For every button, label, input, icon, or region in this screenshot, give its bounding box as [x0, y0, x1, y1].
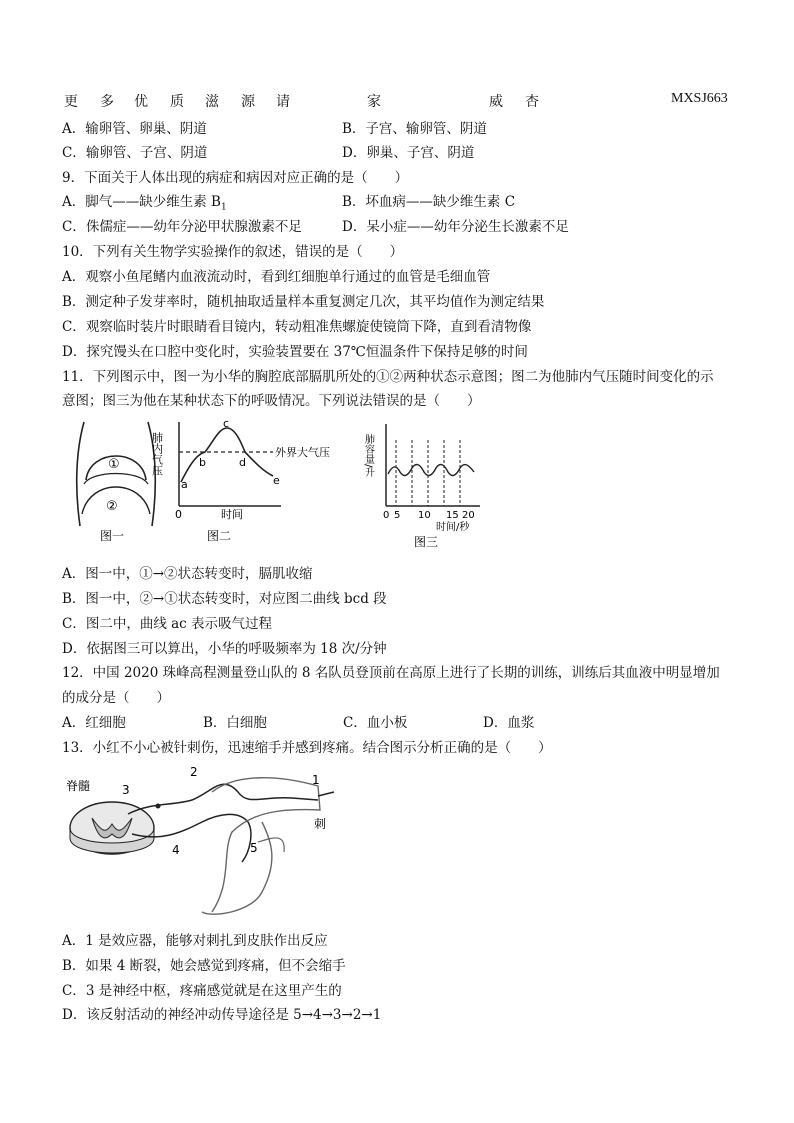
figure-1-diaphragm [70, 418, 162, 546]
q10-option-d: D．探究馒头在口腔中变化时，实验装置要在 37℃恒温条件下保持足够的时间 [62, 344, 528, 360]
q13-option-a: A．1 是效应器，能够对刺扎到皮肤作出反应 [62, 933, 328, 949]
label-2: 2 [190, 765, 198, 779]
q8-option-d: D．卵巢、子宫、阴道 [342, 145, 475, 161]
header-char: 优 [134, 94, 148, 110]
fig3-caption: 图三 [414, 535, 439, 549]
q9-option-c: C．侏儒症——幼年分泌甲状腺激素不足 [62, 219, 302, 235]
q10-option-c: C．观察临时装片时眼睛看目镜内，转动粗准焦螺旋使镜筒下降，直到看清物像 [62, 319, 532, 335]
fig3-tick: 15 [446, 510, 459, 521]
q12-stem-line2: 的成分是（ ） [62, 690, 170, 706]
header-char: 多 [100, 94, 114, 110]
header-char: 家 [367, 94, 381, 110]
fig1-mark-2: ② [106, 499, 118, 514]
label-5: 5 [250, 841, 258, 855]
q12-option-a: A．红细胞 [62, 715, 126, 731]
header-char: 滋 [205, 94, 219, 110]
fig2-point-c: c [223, 417, 230, 430]
q10-option-b: B．测定种子发芽率时，随机抽取适量样本重复测定几次，其平均值作为测定结果 [62, 294, 545, 310]
header-char: 杏 [525, 94, 539, 110]
fig2-xlabel: 时间 [221, 508, 243, 521]
fig3-ylabel: 肺容量/升 [362, 434, 374, 478]
fig2-point-d: d [239, 456, 246, 469]
fig3-tick: 10 [418, 510, 431, 521]
q9-option-d: D．呆小症——幼年分泌生长激素不足 [342, 219, 569, 235]
q12-option-b: B．白细胞 [203, 715, 267, 731]
fig3-tick: 20 [462, 510, 475, 521]
fig1-caption: 图一 [100, 529, 125, 543]
header-char: 质 [170, 94, 184, 110]
label-stab: 刺 [314, 817, 327, 831]
label-3: 3 [122, 783, 130, 797]
fig2-origin: 0 [175, 508, 182, 521]
q11-stem-line1: 11．下列图示中，图一为小华的胸腔底部膈肌所处的①②两种状态示意图；图二为他肺内气压随时间变化的示 [62, 369, 714, 385]
q9-option-b: B．坏血病——缺少维生素 C [342, 194, 516, 210]
q13-option-b: B．如果 4 断裂，她会感觉到疼痛，但不会缩手 [62, 958, 346, 974]
q8-option-c: C．输卵管、子宫、阴道 [62, 145, 208, 161]
q9-stem: 9．下面关于人体出现的病症和病因对应正确的是（ ） [62, 170, 409, 186]
q12-option-d: D．血浆 [483, 715, 535, 731]
q10-stem: 10．下列有关生物学实验操作的叙述，错误的是（ ） [62, 244, 404, 260]
figure-reflex-arc [62, 762, 334, 922]
figure-2-pressure-curve [150, 417, 345, 546]
q12-stem-line1: 12．中国 2020 珠峰高程测量登山队的 8 名队员登顶前在高原上进行了长期的训练，训练后其血液中明显增加 [62, 665, 720, 681]
q11-option-c: C．图二中，曲线 ac 表示吸气过程 [62, 616, 273, 632]
header-char: 更 [64, 94, 78, 110]
fig1-mark-1: ① [108, 457, 120, 472]
header-char: 源 [241, 94, 255, 110]
q13-option-c: C．3 是神经中枢，疼痛感觉就是在这里产生的 [62, 983, 342, 999]
q13-option-d: D．该反射活动的神经冲动传导途径是 5→4→3→2→1 [62, 1007, 382, 1023]
q11-option-a: A．图一中，①→②状态转变时，膈肌收缩 [62, 566, 313, 582]
q8-option-b: B．子宫、输卵管、阴道 [342, 121, 487, 137]
fig2-caption: 图二 [207, 529, 232, 543]
label-4: 4 [172, 843, 180, 857]
q8-option-a: A．输卵管、卵巢、阴道 [62, 121, 207, 137]
header-char: 威 [489, 94, 503, 110]
q13-stem: 13．小红不小心被针刺伤，迅速缩手并感到疼痛。结合图示分析正确的是（ ） [62, 740, 552, 756]
doc-code: MXSJ663 [671, 91, 728, 106]
label-spinal-cord: 脊髓 [66, 779, 91, 793]
q11-option-d: D．依据图三可以算出，小华的呼吸频率为 18 次/分钟 [62, 641, 387, 657]
fig2-ylabel: 肺内气压 [150, 432, 164, 476]
q11-stem-line2: 意图；图三为他在某种状态下的呼吸情况。下列说法错误的是（ ） [62, 393, 481, 409]
q11-option-b: B．图一中，②→①状态转变时，对应图二曲线 bcd 段 [62, 591, 387, 607]
header-char: 请 [276, 94, 290, 110]
fig2-point-e: e [273, 474, 280, 487]
fig2-ref-label: 外界大气压 [275, 446, 330, 459]
fig3-tick: 5 [394, 510, 401, 521]
figure-3-breathing [362, 418, 496, 552]
fig3-tick: 0 [383, 510, 390, 521]
q12-option-c: C．血小板 [343, 715, 408, 731]
fig2-point-b: b [199, 456, 206, 469]
fig3-xlabel: 时间/秒 [436, 522, 470, 533]
q9-option-a: A．脚气——缺少维生素 $B_1$ [62, 194, 227, 213]
q10-option-a: A．观察小鱼尾鳍内血液流动时，看到红细胞单行通过的血管是毛细血管 [62, 269, 491, 285]
fig2-point-a: a [181, 478, 188, 491]
label-1: 1 [312, 773, 320, 787]
